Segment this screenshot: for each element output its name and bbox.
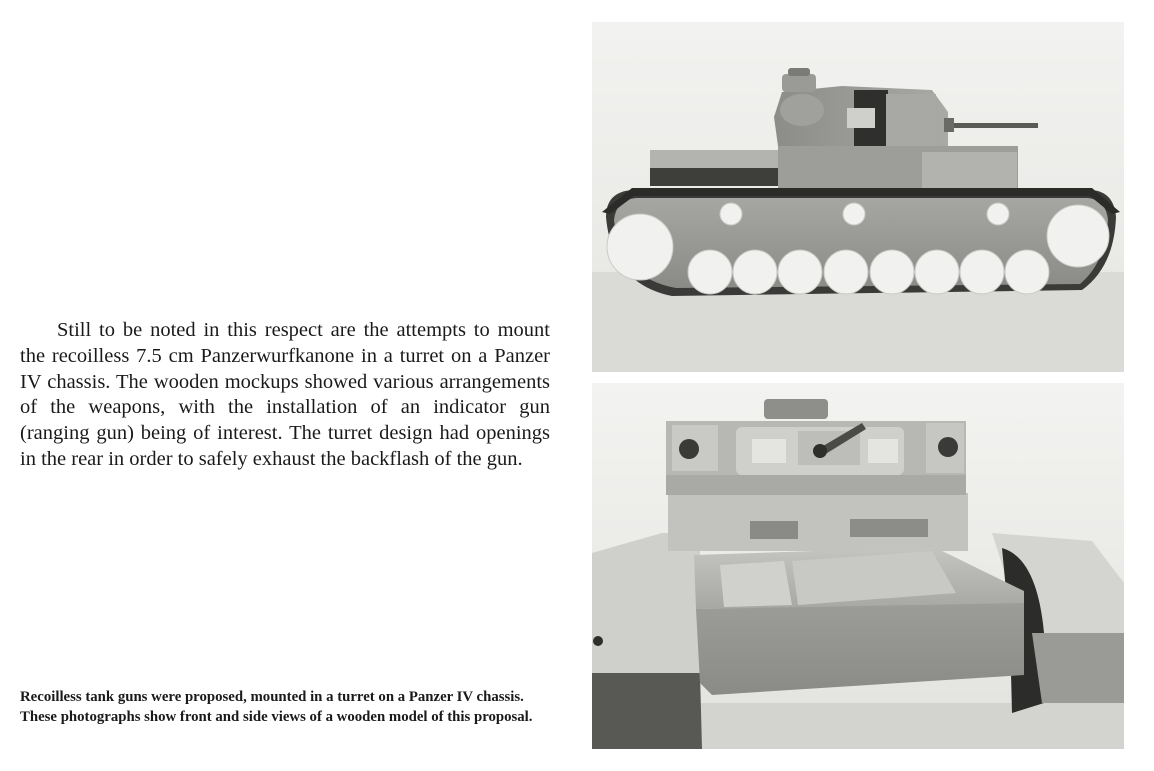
gun-barrel — [946, 123, 1038, 128]
body-paragraph-text: Still to be noted in this respect are the attempts to mount the recoilless 7.5 cm Panzerwurfkanone in a turret on a Panzer IV chassis. The wooden mockups showed various arrangements of the weapons, with the installation of an indicator gun (ranging gun) being of interest. The turret design had openings in the rear in order to safely exhaust the backflash of the gun. — [20, 319, 550, 470]
left-port — [679, 439, 699, 459]
photo-side-view — [592, 22, 1124, 372]
photo-front-view — [592, 383, 1124, 749]
cupola — [764, 399, 828, 419]
photo-caption: Recoilless tank guns were proposed, mounted in a turret on a Panzer IV chassis. These photographs show front and side views of a wooden model of this proposal. — [20, 689, 533, 725]
right-port — [938, 437, 958, 457]
tank-side-view-illustration — [592, 22, 1124, 372]
tank-front-view-illustration — [592, 383, 1124, 749]
body-paragraph — [20, 318, 550, 473]
cupola — [782, 74, 816, 92]
